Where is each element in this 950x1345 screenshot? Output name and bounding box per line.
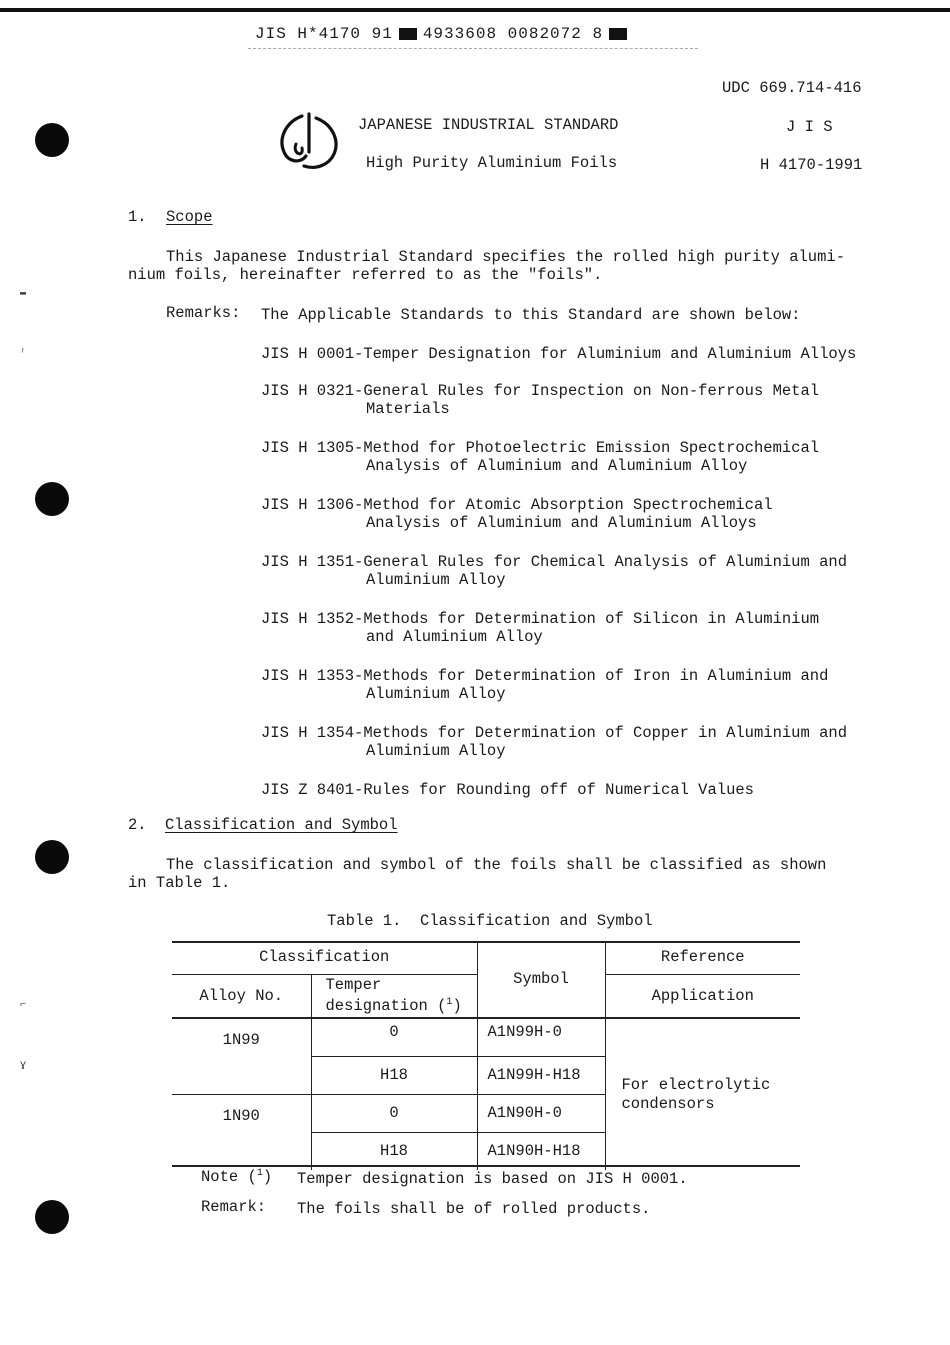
table-header-row (172, 941, 800, 974)
remark-text: The foils shall be of rolled products. (297, 1200, 651, 1218)
scan-speck: ʳ (20, 348, 27, 359)
classification-line: The classification and symbol of the foils shall be classified as shown (166, 856, 827, 874)
cell-alloy: 1N90 (172, 1094, 311, 1170)
application-line: For electrolytic (621, 1075, 771, 1094)
standard-ref-line: Analysis of Aluminium and Aluminium Alloys (366, 514, 757, 532)
classification-line: in Table 1. (128, 874, 231, 892)
header-classification: Classification (172, 941, 477, 974)
header-temper-line: Temper (325, 976, 382, 995)
standard-ref (261, 610, 819, 646)
scope-line: nium foils, hereinafter referred to as the "foils". (128, 266, 603, 284)
standard-ref-line: JIS H 1306-Method for Atomic Absorption Spectrochemical (261, 496, 773, 514)
header-application: Application (605, 974, 800, 1018)
cell-temper: 0 (311, 1018, 477, 1056)
standard-ref-line: Materials (366, 400, 450, 418)
standard-ref (261, 724, 847, 760)
note-label-close: ) (262, 1168, 273, 1187)
section-2-number: 2. (128, 816, 147, 834)
scan-top-border (0, 8, 950, 12)
standard-ref-line: JIS Z 8401-Rules for Rounding off of Numerical Values (261, 781, 754, 799)
cell-symbol: A1N90H-H18 (477, 1132, 605, 1170)
table-caption: Table 1. Classification and Symbol (327, 912, 653, 930)
standard-ref (261, 667, 828, 703)
punch-hole (35, 482, 69, 516)
standard-ref-line: JIS H 1305-Method for Photoelectric Emission Spectrochemical (261, 439, 820, 457)
table-bottom-rule (172, 1165, 800, 1167)
cell-symbol: A1N99H-H18 (477, 1056, 605, 1094)
scan-speck: ▬ (20, 288, 27, 299)
standard-ref-line: JIS H 1354-Methods for Determination of Copper in Aluminium and (261, 724, 847, 742)
classification-table (172, 941, 800, 1170)
remarks-text: The Applicable Standards to this Standard are shown below: (261, 306, 801, 324)
application-line: condensors (621, 1094, 715, 1113)
catalog-code-right: 4933608 0082072 8 (422, 25, 604, 43)
standard-ref-line: JIS H 1351-General Rules for Chemical Analysis of Aluminium and (261, 553, 847, 571)
cell-temper: 0 (311, 1094, 477, 1132)
catalog-code (255, 25, 633, 43)
header-reference: Reference (605, 941, 800, 974)
section-1-title: Scope (166, 208, 213, 226)
standard-ref-line: Aluminium Alloy (366, 571, 506, 589)
cell-temper: H18 (311, 1056, 477, 1094)
note-label: Note ( (201, 1168, 257, 1187)
standard-ref-line: JIS H 1352-Methods for Determination of Silicon in Aluminium (261, 610, 820, 628)
standard-ref (261, 345, 856, 363)
punch-hole (35, 1200, 69, 1234)
header-alloy-no: Alloy No. (172, 974, 311, 1018)
remarks-label: Remarks: (166, 304, 241, 322)
scope-line: This Japanese Industrial Standard specifies the rolled high purity alumi- (166, 248, 846, 266)
section-1-number: 1. (128, 208, 147, 226)
footnote-marker: 1 (256, 1168, 263, 1179)
udc-number: UDC 669.714-416 (722, 79, 862, 97)
standard-ref-line: Aluminium Alloy (366, 742, 506, 760)
scan-speck: ɣ (20, 1060, 27, 1071)
standard-ref (261, 382, 819, 418)
header-temper-paren: ) (452, 997, 462, 1016)
standard-ref (261, 781, 754, 799)
header-temper-line: designation ( (325, 997, 447, 1016)
jis-label: J I S (786, 118, 833, 136)
table-row (172, 1018, 800, 1056)
footnote-marker: 1 (446, 997, 453, 1009)
standard-ref (261, 496, 773, 532)
redaction-block (399, 28, 417, 40)
section-2-title: Classification and Symbol (165, 816, 398, 834)
standard-ref-line: and Aluminium Alloy (366, 628, 543, 646)
remark-label: Remark: (201, 1198, 267, 1216)
punch-hole (35, 840, 69, 874)
cell-application (605, 1018, 800, 1170)
cell-temper: H18 (311, 1132, 477, 1170)
standard-ref-line: JIS H 1353-Methods for Determination of Iron in Aluminium and (261, 667, 829, 685)
standard-number: H 4170-1991 (760, 156, 863, 174)
classification-paragraph (128, 856, 826, 892)
punch-hole (35, 123, 69, 157)
scope-paragraph (128, 248, 845, 284)
header-symbol: Symbol (477, 941, 605, 1018)
standard-ref (261, 553, 847, 589)
table-note (201, 1168, 272, 1186)
document-title: High Purity Aluminium Foils (366, 154, 618, 172)
standard-ref-line: JIS H 0321-General Rules for Inspection on Non-ferrous Metal (261, 382, 820, 400)
cell-alloy: 1N99 (172, 1018, 311, 1094)
standard-ref-line: Aluminium Alloy (366, 685, 506, 703)
redaction-block (609, 28, 627, 40)
header-temper-designation (311, 974, 477, 1018)
jis-logo-icon (276, 108, 342, 174)
note-text: Temper designation is based on JIS H 0001. (297, 1170, 688, 1188)
standard-ref-line: Analysis of Aluminium and Aluminium Alloy (366, 457, 748, 475)
scan-speck: ⌐ (20, 1000, 27, 1011)
cell-symbol: A1N90H-0 (477, 1094, 605, 1132)
standard-ref-line: JIS H 0001-Temper Designation for Aluminium and Aluminium Alloys (261, 345, 857, 363)
header-rule (248, 48, 698, 49)
standard-ref (261, 439, 819, 475)
organization-name: JAPANESE INDUSTRIAL STANDARD (358, 116, 619, 134)
catalog-code-left: JIS H*4170 91 (255, 25, 393, 43)
cell-symbol: A1N99H-0 (477, 1018, 605, 1056)
